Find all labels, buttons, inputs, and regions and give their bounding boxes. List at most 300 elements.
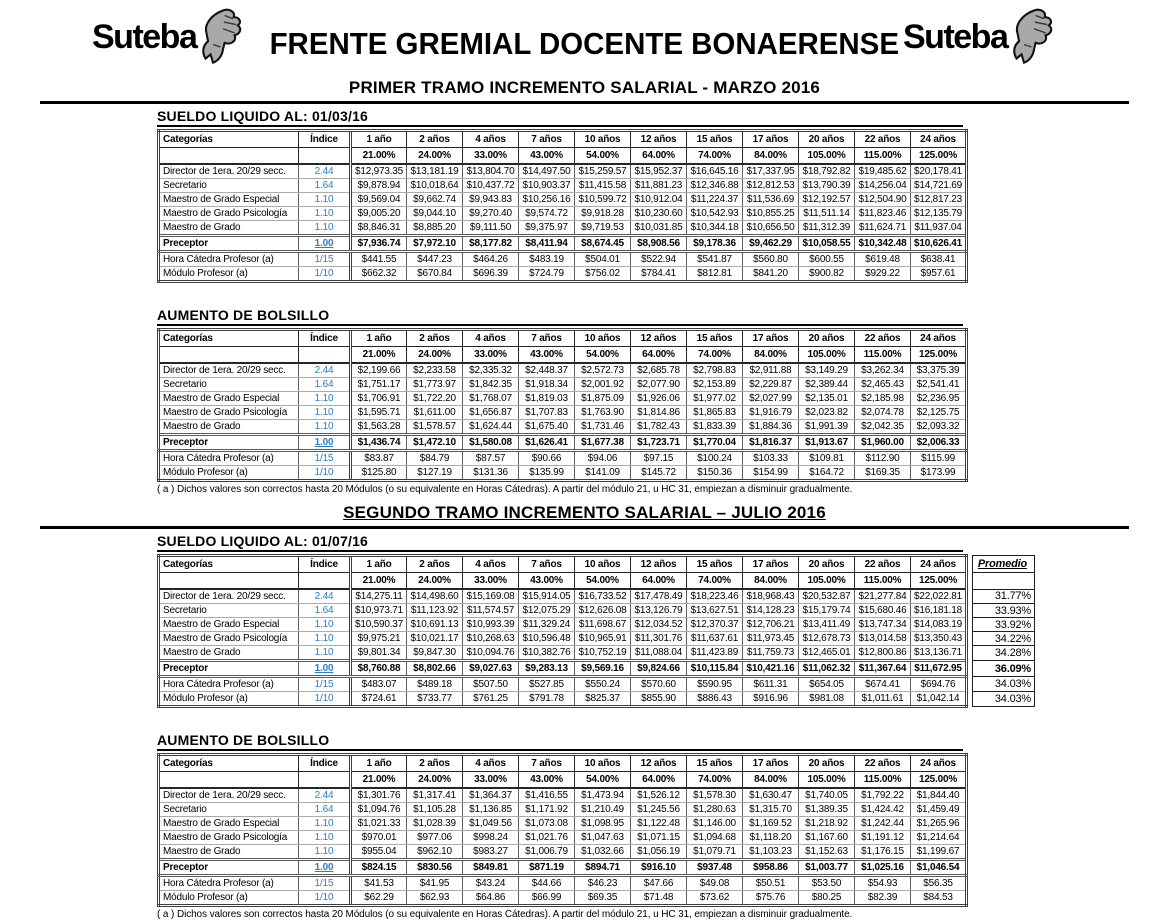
percent-header: 115.00% (855, 148, 911, 165)
table-percent-row (159, 347, 967, 364)
value-cell: $654.05 (799, 677, 855, 692)
value-cell: $10,115.84 (687, 661, 743, 677)
value-cell: $1,280.63 (687, 803, 743, 817)
value-cell: $11,881.23 (631, 179, 687, 193)
value-cell: $15,259.57 (575, 164, 631, 179)
value-cell: $977.06 (407, 831, 463, 845)
value-cell: $841.20 (743, 267, 799, 282)
value-cell: $131.36 (463, 466, 519, 481)
value-cell: $970.01 (351, 831, 407, 845)
index-cell: 1.00 (299, 661, 351, 677)
data-table (157, 328, 968, 482)
value-cell: $724.79 (519, 267, 575, 282)
percent-header: 54.00% (575, 148, 631, 165)
table-row (159, 831, 967, 845)
percent-header: 64.00% (631, 347, 687, 364)
value-cell: $13,804.70 (463, 164, 519, 179)
value-cell: $611.31 (743, 677, 799, 692)
value-cell: $49.08 (687, 876, 743, 891)
value-cell: $9,719.53 (575, 221, 631, 236)
value-cell: $1,792.22 (855, 788, 911, 803)
value-cell: $9,270.40 (463, 207, 519, 221)
value-cell: $12,370.37 (687, 618, 743, 632)
value-cell: $15,179.74 (799, 604, 855, 618)
value-cell: $8,760.88 (351, 661, 407, 677)
empty-header (299, 148, 351, 165)
value-cell: $71.48 (631, 891, 687, 906)
value-cell: $1,315.70 (743, 803, 799, 817)
value-cell: $13,747.34 (855, 618, 911, 632)
value-cell: $527.85 (519, 677, 575, 692)
value-cell: $1,833.39 (687, 420, 743, 435)
table-percent-row (159, 148, 967, 165)
value-cell: $1,011.61 (855, 692, 911, 707)
value-cell: $958.86 (743, 860, 799, 876)
column-header-indice: Índice (299, 330, 351, 347)
year-header: 15 años (687, 131, 743, 148)
year-header: 24 años (911, 755, 967, 772)
value-cell: $2,685.78 (631, 363, 687, 378)
index-cell: 1/10 (299, 267, 351, 282)
value-cell: $10,256.16 (519, 193, 575, 207)
value-cell: $1,595.71 (351, 406, 407, 420)
value-cell: $8,846.31 (351, 221, 407, 236)
year-header: 7 años (519, 131, 575, 148)
value-cell: $2,798.83 (687, 363, 743, 378)
value-cell: $21,277.84 (855, 589, 911, 604)
value-cell: $10,903.37 (519, 179, 575, 193)
promedio-cell: 34.03% (973, 677, 1035, 692)
value-cell: $125.80 (351, 466, 407, 481)
percent-header: 84.00% (743, 347, 799, 364)
year-header: 24 años (911, 131, 967, 148)
value-cell: $10,230.60 (631, 207, 687, 221)
index-cell: 1.64 (299, 803, 351, 817)
value-cell: $2,465.43 (855, 378, 911, 392)
percent-header: 105.00% (799, 772, 855, 789)
value-cell: $791.78 (519, 692, 575, 707)
value-cell: $1,722.20 (407, 392, 463, 406)
category-cell: Hora Cátedra Profesor (a) (159, 677, 299, 692)
category-cell: Maestro de Grado (159, 420, 299, 435)
value-cell: $14,256.04 (855, 179, 911, 193)
index-cell: 1/10 (299, 891, 351, 906)
table-row (159, 267, 967, 282)
value-cell: $11,637.61 (687, 632, 743, 646)
value-cell: $10,021.17 (407, 632, 463, 646)
category-cell: Maestro de Grado (159, 845, 299, 860)
value-cell: $13,627.51 (687, 604, 743, 618)
value-cell: $10,626.41 (911, 236, 967, 252)
value-cell: $62.29 (351, 891, 407, 906)
percent-header: 105.00% (799, 573, 855, 590)
value-cell: $18,968.43 (743, 589, 799, 604)
empty-promedio-header (973, 573, 1035, 590)
value-cell: $11,367.64 (855, 661, 911, 677)
value-cell: $957.61 (911, 267, 967, 282)
value-cell: $9,574.72 (519, 207, 575, 221)
year-header: 7 años (519, 556, 575, 573)
value-cell: $2,389.44 (799, 378, 855, 392)
percent-header: 21.00% (351, 573, 407, 590)
section-primer-tramo (157, 108, 1037, 495)
percent-header: 24.00% (407, 772, 463, 789)
value-cell: $7,972.10 (407, 236, 463, 252)
table-row (159, 466, 967, 481)
value-cell: $127.19 (407, 466, 463, 481)
value-cell: $812.81 (687, 267, 743, 282)
table-header-row (159, 330, 967, 347)
table-row (159, 589, 1035, 604)
value-cell: $11,511.14 (799, 207, 855, 221)
value-cell: $11,301.76 (631, 632, 687, 646)
value-cell: $9,975.21 (351, 632, 407, 646)
value-cell: $10,268.63 (463, 632, 519, 646)
value-cell: $9,178.36 (687, 236, 743, 252)
value-cell: $56.35 (911, 876, 967, 891)
value-cell: $12,626.08 (575, 604, 631, 618)
value-cell: $619.48 (855, 252, 911, 267)
horizontal-divider (40, 101, 1129, 104)
value-cell: $1,731.46 (575, 420, 631, 435)
value-cell: $1,819.03 (519, 392, 575, 406)
index-cell: 1.10 (299, 845, 351, 860)
value-cell: $10,590.37 (351, 618, 407, 632)
year-header: 10 años (575, 755, 631, 772)
value-cell: $64.86 (463, 891, 519, 906)
value-cell: $11,312.39 (799, 221, 855, 236)
value-cell: $11,574.57 (463, 604, 519, 618)
value-cell: $2,153.89 (687, 378, 743, 392)
value-cell: $1,210.49 (575, 803, 631, 817)
percent-header: 64.00% (631, 148, 687, 165)
value-cell: $12,135.79 (911, 207, 967, 221)
value-cell: $12,973.35 (351, 164, 407, 179)
value-cell: $1,118.20 (743, 831, 799, 845)
column-header-categorias: Categorías (159, 131, 299, 148)
table-row (159, 435, 967, 451)
value-cell: $41.53 (351, 876, 407, 891)
value-cell: $154.99 (743, 466, 799, 481)
value-cell: $1,032.66 (575, 845, 631, 860)
value-cell: $14,083.19 (911, 618, 967, 632)
value-cell: $1,245.56 (631, 803, 687, 817)
index-cell: 1.10 (299, 646, 351, 661)
value-cell: $1,364.37 (463, 788, 519, 803)
table-aumento-bolsillo-marzo (157, 328, 1037, 482)
value-cell: $2,042.35 (855, 420, 911, 435)
promedio-cell: 36.09% (973, 661, 1035, 677)
table-sueldo-liquido-julio (157, 554, 1037, 708)
category-cell: Director de 1era. 20/29 secc. (159, 363, 299, 378)
value-cell: $173.99 (911, 466, 967, 481)
value-cell: $1,171.92 (519, 803, 575, 817)
index-cell: 1.10 (299, 392, 351, 406)
value-cell: $2,335.32 (463, 363, 519, 378)
value-cell: $17,337.95 (743, 164, 799, 179)
value-cell: $9,801.34 (351, 646, 407, 661)
value-cell: $12,465.01 (799, 646, 855, 661)
table-row (159, 164, 967, 179)
value-cell: $1,389.35 (799, 803, 855, 817)
page-title: FRENTE GREMIAL DOCENTE BONAERENSE (269, 26, 900, 61)
horizontal-divider (40, 526, 1129, 529)
value-cell: $1,526.12 (631, 788, 687, 803)
percent-header: 24.00% (407, 148, 463, 165)
value-cell: $937.48 (687, 860, 743, 876)
percent-header: 24.00% (407, 573, 463, 590)
value-cell: $1,046.54 (911, 860, 967, 876)
year-header: 1 año (351, 131, 407, 148)
category-cell: Maestro de Grado Especial (159, 193, 299, 207)
value-cell: $1,073.08 (519, 817, 575, 831)
year-header: 10 años (575, 330, 631, 347)
value-cell: $2,572.73 (575, 363, 631, 378)
value-cell: $1,751.17 (351, 378, 407, 392)
table-row (159, 179, 967, 193)
empty-header (159, 772, 299, 789)
table-row (159, 646, 1035, 661)
suteba-hand-icon (1004, 8, 1054, 66)
value-cell: $12,075.29 (519, 604, 575, 618)
value-cell: $50.51 (743, 876, 799, 891)
category-cell: Módulo Profesor (a) (159, 692, 299, 707)
year-header: 2 años (407, 755, 463, 772)
index-cell: 1.10 (299, 406, 351, 420)
value-cell: $1,416.55 (519, 788, 575, 803)
percent-header: 84.00% (743, 573, 799, 590)
value-cell: $1,214.64 (911, 831, 967, 845)
value-cell: $9,111.50 (463, 221, 519, 236)
value-cell: $1,122.48 (631, 817, 687, 831)
table-row (159, 193, 967, 207)
value-cell: $1,770.04 (687, 435, 743, 451)
value-cell: $10,656.50 (743, 221, 799, 236)
value-cell: $2,911.88 (743, 363, 799, 378)
value-cell: $10,382.76 (519, 646, 575, 661)
value-cell: $11,536.69 (743, 193, 799, 207)
value-cell: $1,816.37 (743, 435, 799, 451)
promedio-cell: 34.28% (973, 646, 1035, 661)
value-cell: $871.19 (519, 860, 575, 876)
category-cell: Hora Cátedra Profesor (a) (159, 876, 299, 891)
value-cell: $13,790.39 (799, 179, 855, 193)
value-cell: $84.53 (911, 891, 967, 906)
value-cell: $2,006.33 (911, 435, 967, 451)
table-row (159, 363, 967, 378)
year-header: 2 años (407, 330, 463, 347)
value-cell: $11,823.46 (855, 207, 911, 221)
value-cell: $9,462.29 (743, 236, 799, 252)
value-cell: $11,672.95 (911, 661, 967, 677)
percent-header: 125.00% (911, 347, 967, 364)
value-cell: $2,229.87 (743, 378, 799, 392)
percent-header: 125.00% (911, 573, 967, 590)
value-cell: $10,437.72 (463, 179, 519, 193)
value-cell: $2,236.95 (911, 392, 967, 406)
category-cell: Maestro de Grado Psicología (159, 406, 299, 420)
year-header: 17 años (743, 330, 799, 347)
index-cell: 1/15 (299, 451, 351, 466)
percent-header: 105.00% (799, 347, 855, 364)
value-cell: $73.62 (687, 891, 743, 906)
value-cell: $929.22 (855, 267, 911, 282)
suteba-logo-text: Suteba (92, 18, 197, 56)
value-cell: $955.04 (351, 845, 407, 860)
table-row (159, 378, 967, 392)
category-cell: Módulo Profesor (a) (159, 466, 299, 481)
value-cell: $2,541.41 (911, 378, 967, 392)
year-header: 4 años (463, 131, 519, 148)
value-cell: $1,926.06 (631, 392, 687, 406)
value-cell: $894.71 (575, 860, 631, 876)
value-cell: $10,973.71 (351, 604, 407, 618)
percent-header: 84.00% (743, 148, 799, 165)
percent-header: 54.00% (575, 772, 631, 789)
table-row (159, 207, 967, 221)
value-cell: $1,265.96 (911, 817, 967, 831)
value-cell: $8,802.66 (407, 661, 463, 677)
spacer (0, 495, 1169, 503)
value-cell: $590.95 (687, 677, 743, 692)
value-cell: $489.18 (407, 677, 463, 692)
value-cell: $1,977.02 (687, 392, 743, 406)
value-cell: $1,098.95 (575, 817, 631, 831)
value-cell: $1,677.38 (575, 435, 631, 451)
value-cell: $9,943.83 (463, 193, 519, 207)
section-title-segundo-tramo: SEGUNDO TRAMO INCREMENTO SALARIAL – JULIO 2016 (343, 503, 826, 522)
category-cell: Maestro de Grado Psicología (159, 632, 299, 646)
value-cell: $9,847.30 (407, 646, 463, 661)
value-cell: $1,167.60 (799, 831, 855, 845)
value-cell: $694.76 (911, 677, 967, 692)
value-cell: $11,624.71 (855, 221, 911, 236)
value-cell: $9,375.97 (519, 221, 575, 236)
year-header: 7 años (519, 330, 575, 347)
value-cell: $135.99 (519, 466, 575, 481)
value-cell: $1,913.67 (799, 435, 855, 451)
value-cell: $1,042.14 (911, 692, 967, 707)
percent-header: 21.00% (351, 148, 407, 165)
table-header-row (159, 556, 1035, 573)
value-cell: $13,014.58 (855, 632, 911, 646)
index-cell: 1/15 (299, 677, 351, 692)
value-cell: $19,485.62 (855, 164, 911, 179)
year-header: 20 años (799, 755, 855, 772)
value-cell: $1,763.90 (575, 406, 631, 420)
table-row (159, 692, 1035, 707)
value-cell: $1,960.00 (855, 435, 911, 451)
value-cell: $1,865.83 (687, 406, 743, 420)
year-header: 15 años (687, 556, 743, 573)
value-cell: $13,126.79 (631, 604, 687, 618)
value-cell: $145.72 (631, 466, 687, 481)
value-cell: $10,691.13 (407, 618, 463, 632)
value-cell: $12,678.73 (799, 632, 855, 646)
value-cell: $1,105.28 (407, 803, 463, 817)
value-cell: $784.41 (631, 267, 687, 282)
value-cell: $1,630.47 (743, 788, 799, 803)
table-row (159, 451, 967, 466)
value-cell: $2,233.58 (407, 363, 463, 378)
index-cell: 1.00 (299, 236, 351, 252)
value-cell: $2,185.98 (855, 392, 911, 406)
year-header: 4 años (463, 755, 519, 772)
value-cell: $8,674.45 (575, 236, 631, 252)
empty-header (159, 148, 299, 165)
value-cell: $12,192.57 (799, 193, 855, 207)
year-header: 1 año (351, 755, 407, 772)
value-cell: $1,740.05 (799, 788, 855, 803)
value-cell: $830.56 (407, 860, 463, 876)
year-header: 4 años (463, 330, 519, 347)
year-header: 24 años (911, 556, 967, 573)
value-cell: $1,884.36 (743, 420, 799, 435)
value-cell: $1,028.39 (407, 817, 463, 831)
table-row (159, 788, 967, 803)
value-cell: $115.99 (911, 451, 967, 466)
year-header: 24 años (911, 330, 967, 347)
value-cell: $11,088.04 (631, 646, 687, 661)
value-cell: $10,855.25 (743, 207, 799, 221)
value-cell: $141.09 (575, 466, 631, 481)
column-header-indice: Índice (299, 131, 351, 148)
value-cell: $1,723.71 (631, 435, 687, 451)
category-cell: Maestro de Grado Especial (159, 618, 299, 632)
column-header-indice: Índice (299, 755, 351, 772)
value-cell: $13,136.71 (911, 646, 967, 661)
value-cell: $10,031.85 (631, 221, 687, 236)
category-cell: Director de 1era. 20/29 secc. (159, 788, 299, 803)
footnote: ( a ) Dichos valores son correctos hasta 20 Módulos (o su equivalente en Horas Cátedras). A partir del módulo 21, u HC 31, empiezan a disminuir gradualmente. (157, 909, 853, 920)
value-cell: $10,599.72 (575, 193, 631, 207)
value-cell: $103.33 (743, 451, 799, 466)
column-header-promedio: Promedio (973, 556, 1035, 573)
value-cell: $10,542.93 (687, 207, 743, 221)
value-cell: $1,563.28 (351, 420, 407, 435)
percent-header: 43.00% (519, 573, 575, 590)
column-header-indice: Índice (299, 556, 351, 573)
value-cell: $10,965.91 (575, 632, 631, 646)
index-cell: 2.44 (299, 589, 351, 604)
value-cell: $638.41 (911, 252, 967, 267)
year-header: 17 años (743, 131, 799, 148)
value-cell: $1,842.35 (463, 378, 519, 392)
value-cell: $12,817.23 (911, 193, 967, 207)
year-header: 10 años (575, 556, 631, 573)
category-cell: Secretario (159, 604, 299, 618)
value-cell: $1,103.23 (743, 845, 799, 860)
value-cell: $1,056.19 (631, 845, 687, 860)
value-cell: $11,698.67 (575, 618, 631, 632)
index-cell: 1.00 (299, 860, 351, 876)
value-cell: $18,792.82 (799, 164, 855, 179)
category-cell: Maestro de Grado Psicología (159, 207, 299, 221)
table-row (159, 420, 967, 435)
value-cell: $84.79 (407, 451, 463, 466)
value-cell: $11,415.58 (575, 179, 631, 193)
value-cell: $1,169.52 (743, 817, 799, 831)
value-cell: $9,027.63 (463, 661, 519, 677)
category-cell: Director de 1era. 20/29 secc. (159, 589, 299, 604)
table-heading-aumento-bolsillo-marzo: AUMENTO DE BOLSILLO (157, 307, 963, 326)
value-cell: $90.66 (519, 451, 575, 466)
value-cell: $169.35 (855, 466, 911, 481)
year-header: 7 años (519, 755, 575, 772)
table-heading-aumento-bolsillo-julio: AUMENTO DE BOLSILLO (157, 732, 963, 751)
value-cell: $1,611.00 (407, 406, 463, 420)
value-cell: $2,023.82 (799, 406, 855, 420)
